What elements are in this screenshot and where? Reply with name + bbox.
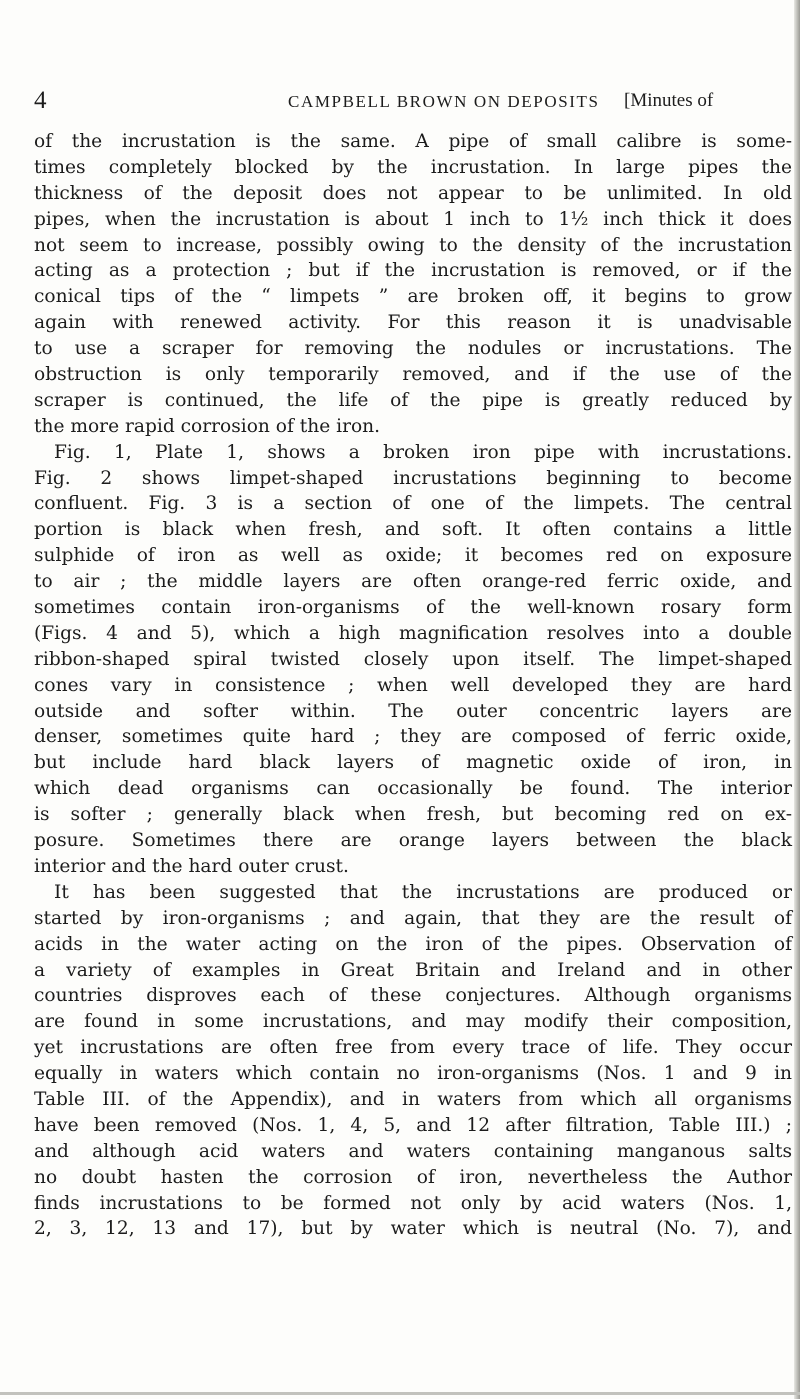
text-line: Table III. of the Appendix), and in waters from which all organisms bbox=[34, 1088, 792, 1110]
text-line: thickness of the deposit does not appear to be unlimited. In old bbox=[34, 182, 792, 204]
text-line: but include hard black layers of magnetic oxide of iron, in bbox=[34, 752, 792, 774]
text-line: obstruction is only temporarily removed, and if the use of the bbox=[34, 364, 792, 386]
text-line: a variety of examples in Great Britain and Ireland and in other bbox=[34, 959, 792, 981]
text-line: yet incrustations are often free from every trace of life. They occur bbox=[34, 1037, 792, 1059]
text-line: It has been suggested that the incrustations are produced or bbox=[54, 881, 792, 903]
text-line: interior and the hard outer crust. bbox=[34, 855, 349, 877]
text-line: which dead organisms can occasionally be found. The interior bbox=[34, 778, 792, 800]
text-line: portion is black when fresh, and soft. It often contains a little bbox=[34, 519, 792, 541]
text-line: posure. Sometimes there are orange layers between the black bbox=[34, 830, 792, 852]
text-line: equally in waters which contain no iron-organisms (Nos. 1 and 9 in bbox=[34, 1063, 792, 1085]
text-line: Fig. 1, Plate 1, shows a broken iron pipe with incrustations. bbox=[54, 441, 792, 463]
text-line: 2, 3, 12, 13 and 17), but by water which is neutral (No. 7), and bbox=[34, 1218, 792, 1240]
text-line: pipes, when the incrustation is about 1 inch to 1½ inch thick it does bbox=[34, 208, 792, 230]
text-line: is softer ; generally black when fresh, but becoming red on ex- bbox=[34, 804, 792, 826]
text-line: acting as a protection ; but if the incrustation is removed, or if the bbox=[34, 260, 792, 282]
text-line: the more rapid corrosion of the iron. bbox=[34, 415, 381, 437]
text-line: to use a scraper for removing the nodules or incrustations. The bbox=[34, 338, 792, 360]
text-line: to air ; the middle layers are often orange-red ferric oxide, and bbox=[34, 571, 792, 593]
text-line: cones vary in consistence ; when well developed they are hard bbox=[34, 674, 792, 696]
text-line: of the incrustation is the same. A pipe of small calibre is some- bbox=[34, 131, 792, 152]
text-line: sometimes contain iron-organisms of the well-known rosary form bbox=[34, 597, 792, 619]
page-edge-shadow bbox=[794, 0, 800, 1399]
text-line: acids in the water acting on the iron of the pipes. Observation of bbox=[34, 933, 792, 955]
text-line: have been removed (Nos. 1, 4, 5, and 12 after filtration, Table III.) ; bbox=[34, 1114, 792, 1136]
text-line: outside and softer within. The outer concentric layers are bbox=[34, 700, 792, 722]
text-line: started by iron-organisms ; and again, that they are the result of bbox=[34, 907, 792, 929]
text-line: are found in some incrustations, and may modify their composition, bbox=[34, 1011, 792, 1033]
bottom-rule bbox=[0, 1392, 800, 1395]
text-line: and although acid waters and waters containing manganous salts bbox=[34, 1140, 792, 1162]
text-line: ribbon-shaped spiral twisted closely upon itself. The limpet-shaped bbox=[34, 648, 792, 670]
text-line: sulphide of iron as well as oxide; it becomes red on exposure bbox=[34, 545, 792, 567]
running-title: CAMPBELL BROWN ON DEPOSITS bbox=[288, 92, 600, 111]
text-line: confluent. Fig. 3 is a section of one of the limpets. The central bbox=[34, 493, 792, 515]
text-line: not seem to increase, possibly owing to the density of the incrustation bbox=[34, 234, 792, 256]
text-line: no doubt hasten the corrosion of iron, nevertheless the Author bbox=[34, 1166, 792, 1188]
text-line: conical tips of the “ limpets ” are broken off, it begins to grow bbox=[34, 286, 792, 308]
text-line: (Figs. 4 and 5), which a high magnification resolves into a double bbox=[34, 622, 792, 644]
page-number: 4 bbox=[34, 87, 47, 114]
text-line: Fig. 2 shows limpet-shaped incrustations beginning to become bbox=[34, 467, 792, 489]
text-line: times completely blocked by the incrustation. In large pipes the bbox=[34, 156, 792, 178]
text-line: denser, sometimes quite hard ; they are composed of ferric oxide, bbox=[34, 726, 792, 748]
text-line: scraper is continued, the life of the pipe is greatly reduced by bbox=[34, 389, 792, 411]
text-line: again with renewed activity. For this reason it is unadvisable bbox=[34, 312, 792, 334]
running-header bbox=[34, 86, 794, 116]
text-line: finds incrustations to be formed not only by acid waters (Nos. 1, bbox=[34, 1192, 792, 1214]
running-note: [Minutes of bbox=[624, 90, 714, 111]
text-line: countries disproves each of these conjectures. Although organisms bbox=[34, 985, 792, 1007]
body-text bbox=[34, 129, 792, 1242]
